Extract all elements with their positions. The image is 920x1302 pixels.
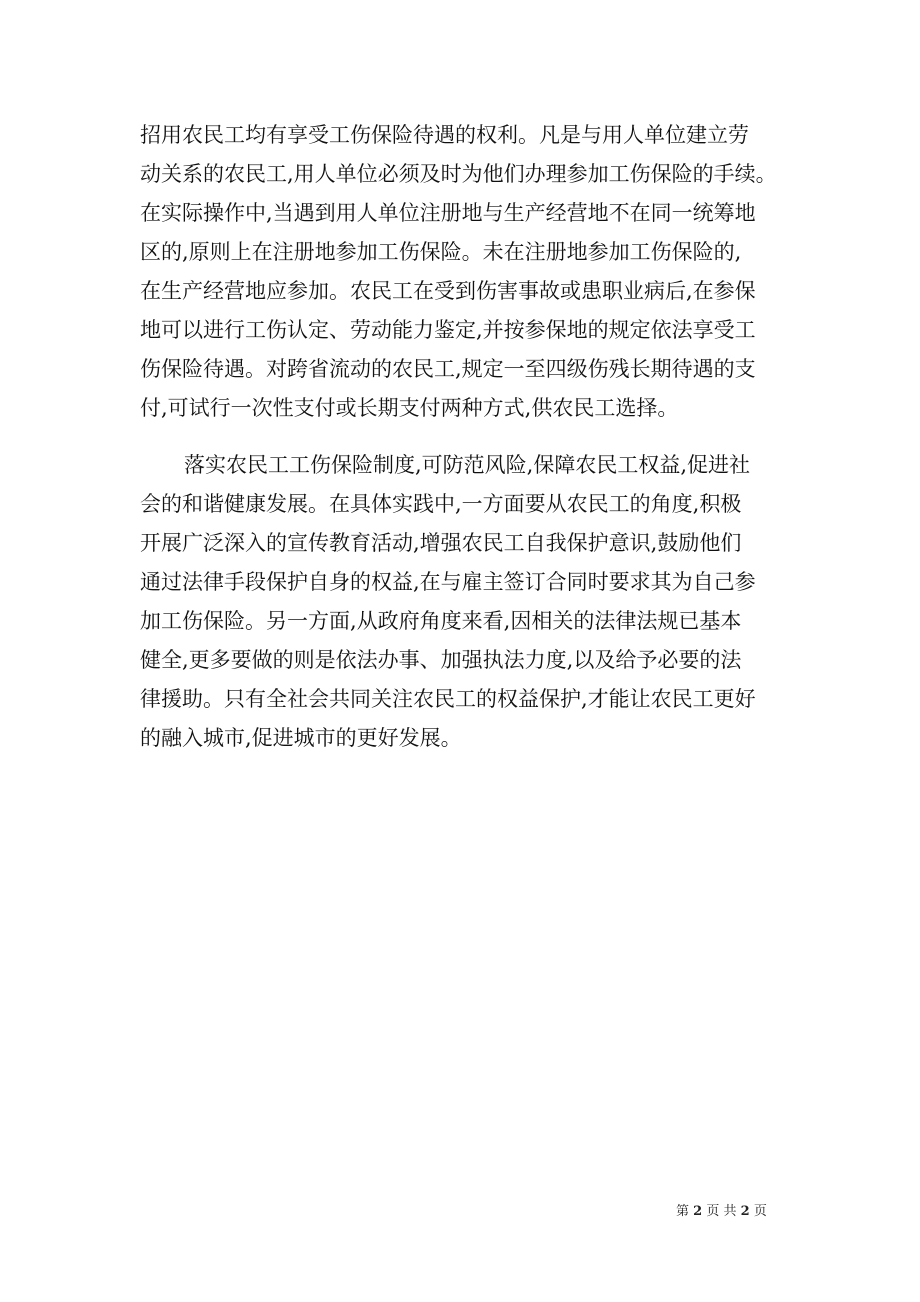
text-line: 律援助。只有全社会共同关注农民工的权益保护,才能让农民工更好: [140, 687, 756, 711]
text-line: 的融入城市,促进城市的更好发展。: [140, 726, 462, 750]
paragraph-1: [140, 116, 800, 428]
footer-prefix: 第: [676, 1204, 690, 1219]
text-line: 伤保险待遇。对跨省流动的农民工,规定一至四级伤残长期待遇的支: [140, 357, 756, 381]
text-line: 动关系的农民工,用人单位必须及时为他们办理参加工伤保险的手续。: [140, 162, 777, 186]
footer-middle: 页 共: [706, 1204, 737, 1219]
text-line: 加工伤保险。另一方面,从政府角度来看,因相关的法律法规已基本: [140, 609, 742, 633]
text-line: 通过法律手段保护自身的权益,在与雇主签订合同时要求其为自己参: [140, 570, 756, 594]
document-body: [140, 116, 800, 758]
text-line: 区的,原则上在注册地参加工伤保险。未在注册地参加工伤保险的,: [140, 240, 742, 264]
text-line: 健全,更多要做的则是依法办事、加强执法力度,以及给予必要的法: [140, 648, 742, 672]
text-line: 落实农民工工伤保险制度,可防范风险,保障农民工权益,促进社: [184, 453, 751, 477]
footer-suffix: 页: [753, 1204, 767, 1219]
text-line: 在实际操作中,当遇到用人单位注册地与生产经营地不在同一统筹地: [140, 201, 756, 225]
text-line: 在生产经营地应参加。农民工在受到伤害事故或患职业病后,在参保: [140, 279, 756, 303]
text-line: 开展广泛深入的宣传教育活动,增强农民工自我保护意识,鼓励他们: [140, 531, 742, 555]
paragraph-2: [140, 446, 800, 758]
paragraph-spacer: [140, 428, 800, 446]
text-line: 付,可试行一次性支付或长期支付两种方式,供农民工选择。: [140, 396, 679, 420]
page-footer: [676, 1203, 767, 1221]
text-line: 招用农民工均有享受工伤保险待遇的权利。凡是与用人单位建立劳: [140, 123, 749, 147]
text-line: 地可以进行工伤认定、劳动能力鉴定,并按参保地的规定依法享受工: [140, 318, 756, 342]
total-pages: 2: [740, 1204, 750, 1219]
text-line: 会的和谐健康发展。在具体实践中,一方面要从农民工的角度,积极: [140, 492, 742, 516]
page-number: 2: [693, 1204, 703, 1219]
